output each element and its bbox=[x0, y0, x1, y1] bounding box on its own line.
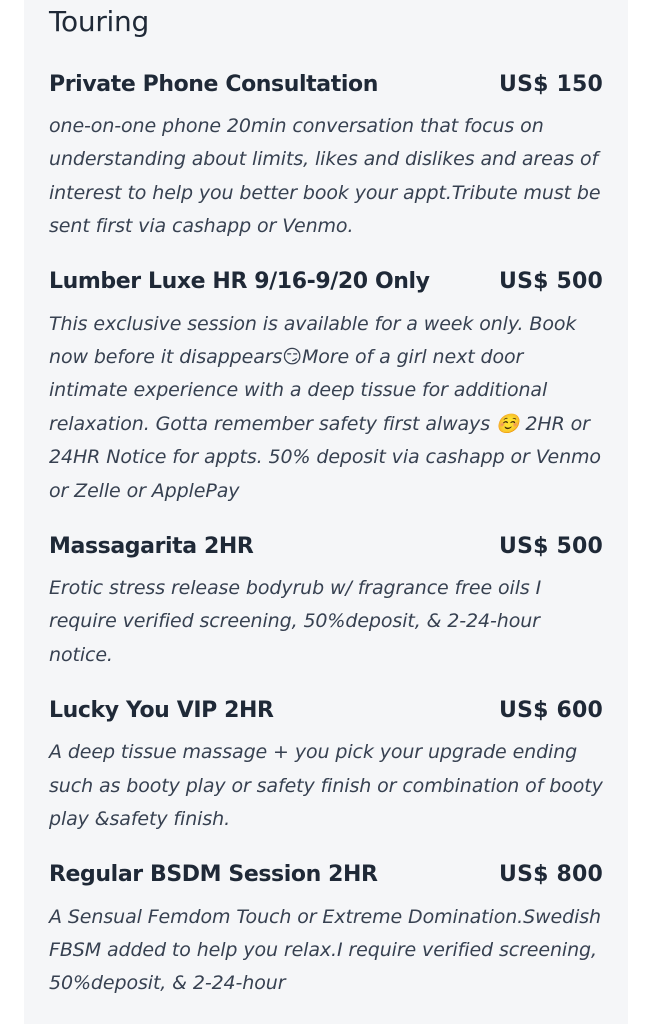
service-price: US$ 150 bbox=[499, 71, 603, 97]
service-price: US$ 500 bbox=[499, 269, 603, 295]
service-list bbox=[49, 66, 603, 1021]
service-header bbox=[49, 264, 603, 300]
service-name: Massagarita 2HR bbox=[49, 533, 254, 559]
service-header bbox=[49, 66, 603, 102]
service-name: Private Phone Consultation bbox=[49, 71, 378, 97]
service-description: one-on-one phone 20min conversation that focus on understanding about limits, likes and dislikes and areas of interest to help you better book your appt.Tribute must be sent first via cashapp or Venmo. bbox=[49, 115, 601, 238]
service-name: Lucky You VIP 2HR bbox=[49, 697, 274, 723]
service-header bbox=[49, 857, 603, 893]
service-name: Regular BSDM Session 2HR bbox=[49, 862, 378, 887]
service-price: US$ 500 bbox=[499, 533, 603, 559]
service-header bbox=[49, 528, 603, 564]
service-description: Erotic stress release bodyrub w/ fragrance free oils I require verified screening, 50%deposit, & 2-24-hour notice. bbox=[49, 577, 542, 666]
services-card bbox=[24, 0, 628, 1024]
service-item bbox=[49, 857, 603, 1001]
service-name: Lumber Luxe HR 9/16-9/20 Only bbox=[49, 269, 430, 295]
service-description: A Sensual Femdom Touch or Extreme Domination.Swedish FBSM added to help you relax.I require verified screening, 50%deposit, & 2-24-hour bbox=[49, 905, 601, 995]
service-header bbox=[49, 692, 603, 728]
service-item bbox=[49, 264, 603, 508]
section-title: Touring bbox=[49, 5, 149, 38]
service-description: A deep tissue massage + you pick your upgrade ending such as booty play or safety finish or combination of booty play &safety finish. bbox=[49, 741, 603, 831]
service-price: US$ 800 bbox=[499, 862, 603, 887]
service-item bbox=[49, 692, 603, 836]
service-item bbox=[49, 528, 603, 672]
service-item bbox=[49, 66, 603, 244]
service-description: This exclusive session is available for a week only. Book now before it disappears😏More of a girl next door intimate experience with a deep tissue for additional relaxation. Gotta remember safety first always ☺️ 2HR or 24HR Notice for appts. 50% deposit via cashapp or Venmo or Zelle or ApplePay bbox=[49, 312, 601, 502]
service-price: US$ 600 bbox=[499, 697, 603, 723]
